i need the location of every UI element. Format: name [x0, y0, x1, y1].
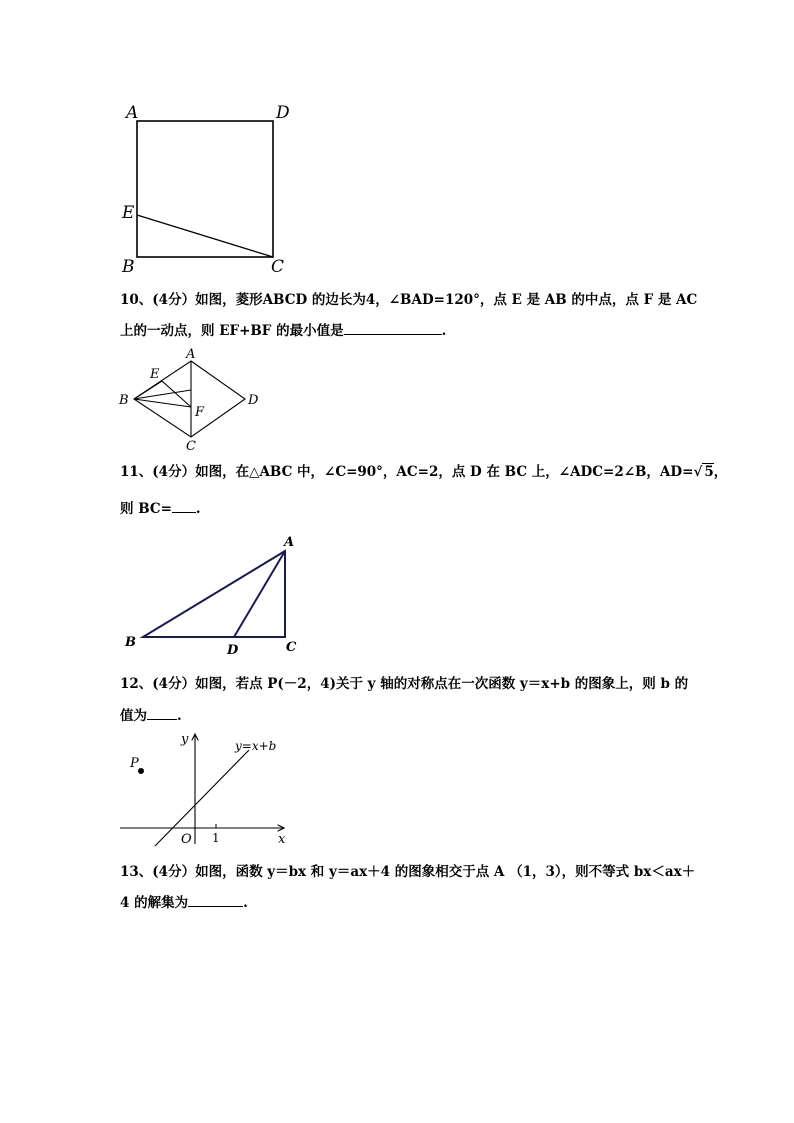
label-one: 1: [212, 831, 220, 845]
triangle-figure: [118, 530, 308, 658]
q10-line2-prefix: 上的一动点，则 EF+BF 的最小值是: [120, 323, 344, 339]
label-b: B: [125, 635, 136, 650]
label-c: C: [286, 640, 297, 655]
q12-line2-prefix: 值为: [120, 708, 147, 724]
q11-line2-suffix: .: [195, 501, 201, 517]
q11-line1: [120, 462, 728, 482]
rhombus-figure: [112, 344, 272, 452]
segment-ec: [137, 215, 273, 257]
q12-line2-suffix: .: [177, 708, 182, 724]
q10-line2: [120, 320, 680, 341]
label-c: C: [186, 439, 196, 452]
q13-text: [120, 862, 696, 913]
label-y: y: [181, 732, 189, 747]
q12-answer-blank[interactable]: [147, 705, 177, 720]
label-a: A: [186, 347, 196, 362]
q11-line2-prefix: 则 BC=: [120, 501, 172, 517]
label-d: D: [276, 103, 290, 123]
line-y-eq-x-plus-b: [155, 750, 249, 846]
segment-bf: [134, 399, 191, 407]
label-c: C: [271, 257, 285, 277]
q13-line2-suffix: .: [243, 895, 248, 911]
q10-text: [120, 290, 698, 341]
q10-line1: 10、(4分）如图，菱形ABCD 的边长为4，∠BAD=120°，点 E 是 AB 的中点，点 F 是 AC: [120, 292, 698, 308]
square-figure: [110, 98, 300, 280]
segment-b-a-mid: [134, 390, 191, 399]
q13-line1: 13、(4分）如图，函数 y＝bx 和 y＝ax＋4 的图象相交于点 A （1，3），则不等式 bx＜ax＋: [120, 864, 696, 880]
q12-line1: 12、(4分）如图，若点 P(－2，4)关于 y 轴的对称点在一次函数 y＝x+b 的图象上，则 b 的: [120, 676, 689, 692]
sqrt-symbol: √: [693, 464, 703, 480]
q11-answer-blank[interactable]: [172, 498, 196, 513]
q10-answer-blank[interactable]: [344, 320, 442, 335]
q12-text: [120, 674, 689, 726]
label-a: A: [126, 103, 139, 123]
segment-ad: [234, 551, 285, 637]
q12-line2: [120, 705, 680, 726]
label-line: y=x+b: [235, 739, 277, 753]
label-e: E: [150, 367, 160, 382]
q11-line1-prefix: 11、(4分）如图，在△ABC 中，∠C=90°，AC=2，点 D 在 BC 上，∠ADC=2∠B，AD=: [120, 464, 694, 480]
q13-answer-blank[interactable]: [188, 892, 243, 907]
point-p: [138, 768, 144, 774]
q13-line2-prefix: 4 的解集为: [120, 895, 189, 911]
label-b: B: [122, 257, 135, 277]
label-o: O: [181, 832, 192, 847]
q10-line2-suffix: .: [441, 323, 447, 339]
q11-text: [120, 462, 728, 519]
q11-line1-suffix: ，: [713, 464, 728, 480]
label-e: E: [122, 203, 135, 223]
sqrt-radicand: 5: [704, 464, 714, 480]
label-a: A: [284, 535, 295, 550]
sqrt-5: [693, 462, 713, 482]
q11-line2: [120, 498, 680, 519]
label-b: B: [119, 393, 129, 408]
q13-line2: [120, 892, 680, 913]
triangle-abc: [143, 551, 285, 637]
label-x: x: [278, 832, 286, 847]
label-p: P: [130, 756, 139, 771]
label-d: D: [248, 393, 259, 408]
label-d: D: [227, 643, 239, 658]
graph-figure: [112, 728, 302, 850]
label-f: F: [195, 405, 205, 420]
